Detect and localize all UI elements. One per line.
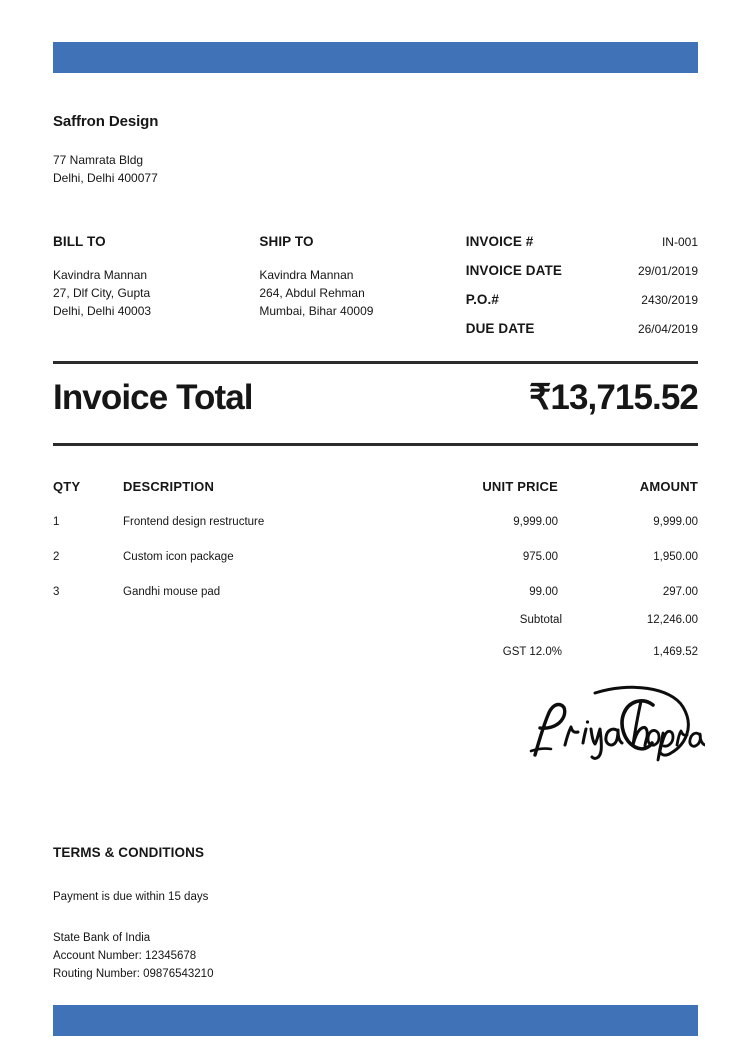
tax-label: GST 12.0% xyxy=(502,646,562,658)
po-number-label: P.O.# xyxy=(465,292,499,307)
table-row xyxy=(53,550,698,585)
total-divider-top xyxy=(53,361,698,364)
tax-row xyxy=(392,645,698,659)
routing-number: Routing Number: 09876543210 xyxy=(53,968,214,980)
bill-to-line-2: 27, Dlf City, Gupta xyxy=(53,286,151,300)
invoice-total-amount: ₹13,715.52 xyxy=(529,378,698,417)
row-qty: 3 xyxy=(53,586,60,598)
invoice-number-label: INVOICE # xyxy=(465,234,534,249)
row-description: Gandhi mouse pad xyxy=(123,586,221,598)
company-block xyxy=(53,113,413,187)
signature-image xyxy=(525,683,705,768)
table-header-row xyxy=(53,479,698,515)
bill-to-title: BILL TO xyxy=(53,234,106,249)
header-unit-price: UNIT PRICE xyxy=(482,479,558,494)
table-row xyxy=(53,585,698,599)
row-description: Custom icon package xyxy=(123,551,234,563)
company-address-line-1: 77 Namrata Bldg xyxy=(53,153,144,167)
due-date-value: 26/04/2019 xyxy=(637,322,698,336)
row-qty: 1 xyxy=(53,516,60,528)
header-description: DESCRIPTION xyxy=(123,479,215,494)
bill-to-line-3: Delhi, Delhi 40003 xyxy=(53,304,152,318)
invoice-total-label: Invoice Total xyxy=(53,378,253,417)
footer-accent-bar xyxy=(53,1005,698,1036)
invoice-date-row xyxy=(466,263,698,279)
invoice-total-row xyxy=(53,378,698,418)
due-date-label: DUE DATE xyxy=(465,321,535,336)
row-unit-price: 975.00 xyxy=(522,551,558,563)
invoice-meta-block xyxy=(466,234,698,337)
total-divider-bottom xyxy=(53,443,698,446)
invoice-number-value: IN-001 xyxy=(661,235,698,249)
subtotal-row xyxy=(392,613,698,627)
row-amount: 9,999.00 xyxy=(653,516,698,528)
invoice-date-value: 29/01/2019 xyxy=(637,264,698,278)
company-address-line-2: Delhi, Delhi 400077 xyxy=(53,171,158,185)
row-amount: 1,950.00 xyxy=(653,551,698,563)
po-number-row xyxy=(466,292,698,308)
row-description: Frontend design restructure xyxy=(123,516,265,528)
ship-to-title: SHIP TO xyxy=(259,234,314,249)
due-date-row xyxy=(466,321,698,337)
ship-to-line-3: Mumbai, Bihar 40009 xyxy=(259,304,374,318)
tax-value: 1,469.52 xyxy=(653,646,698,658)
po-number-value: 2430/2019 xyxy=(641,293,698,307)
totals-summary xyxy=(392,613,698,659)
terms-title: TERMS & CONDITIONS xyxy=(53,845,205,860)
parties-and-meta xyxy=(53,234,698,337)
header-amount: AMOUNT xyxy=(639,479,698,494)
invoice-date-label: INVOICE DATE xyxy=(465,263,562,278)
table-row xyxy=(53,515,698,550)
header-qty: QTY xyxy=(53,479,81,494)
line-items-table xyxy=(53,479,698,599)
terms-block xyxy=(53,845,453,983)
subtotal-value: 12,246.00 xyxy=(646,614,698,626)
bill-to-line-1: Kavindra Mannan xyxy=(53,268,148,282)
row-amount: 297.00 xyxy=(662,586,698,598)
company-name: Saffron Design xyxy=(53,113,159,130)
ship-to-line-1: Kavindra Mannan xyxy=(259,268,354,282)
account-number: Account Number: 12345678 xyxy=(53,950,197,962)
terms-note: Payment is due within 15 days xyxy=(53,891,209,903)
header-accent-bar xyxy=(53,42,698,73)
row-unit-price: 99.00 xyxy=(529,586,558,598)
subtotal-label: Subtotal xyxy=(519,614,562,626)
row-unit-price: 9,999.00 xyxy=(513,516,558,528)
row-qty: 2 xyxy=(53,551,60,563)
ship-to-line-2: 264, Abdul Rehman xyxy=(259,286,365,300)
invoice-number-row xyxy=(466,234,698,250)
ship-to-block xyxy=(259,234,465,337)
bill-to-block xyxy=(53,234,259,337)
bank-name: State Bank of India xyxy=(53,932,151,944)
